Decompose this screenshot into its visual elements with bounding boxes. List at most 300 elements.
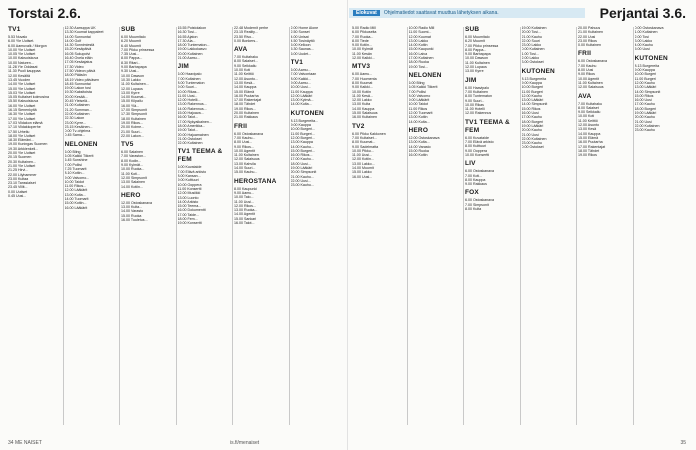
program-listing: 18.30 Elämäni... (8, 138, 34, 143)
program-listing: 10.00 Burgeri... (290, 127, 316, 132)
program-listing: 23.50 Rivo... (234, 34, 255, 39)
program-listing: 8.30 Ritari... (121, 60, 141, 65)
program-listing: 2.00 Tosi (634, 34, 649, 39)
program-listing: 11.00 Kultainen (578, 80, 603, 85)
program-listing: 16.00 Puutarha (234, 93, 259, 98)
program-listing: 6.00 Aamu... (352, 72, 373, 77)
program-listing: 23.00 Kauhu (634, 128, 655, 133)
program-listing: 19.00 Kultainen (521, 26, 547, 30)
listing-column (352, 26, 408, 426)
program-listing: 18.00 Pääsön (64, 73, 87, 78)
channel-heading: HERO (408, 126, 429, 134)
program-listing: 19.00 Kuningas Suomen (8, 142, 48, 147)
program-listing: 17.30 Ala... (177, 38, 196, 43)
program-listing: 10.00 Pikku... (352, 148, 374, 153)
program-listing: 12.00 Salaisuus (578, 85, 604, 90)
program-listing: 12.00 Lupaus (121, 86, 143, 91)
program-listing: 17.03 Viidakon elämä (8, 120, 43, 125)
program-listing: 6.00 Kuvataide (465, 135, 489, 140)
program-listing: 13.00 Kulta (352, 102, 371, 107)
program-listing: 9.00 Suuri... (465, 98, 485, 103)
program-listing: 20.45 Yleiselä... (64, 99, 91, 104)
program-listing: 16.00 Ylä... (121, 103, 140, 108)
program-listing: 12.00 Lääkäri (290, 93, 313, 98)
program-listing: 22.00 Kultainen (634, 123, 660, 128)
program-listing: 21.00 Uusi (634, 119, 652, 124)
program-listing: 13.00 Kyrre (121, 90, 140, 95)
channel-heading: KUTONEN (290, 109, 324, 117)
program-listing: 12.00 Salaisuus (234, 157, 260, 162)
program-listing: 6.00 Bling (408, 80, 425, 85)
program-listing: 12.00 Musiikki (177, 191, 201, 196)
program-listing: 13.00 Kulta... (121, 205, 143, 210)
column-divider (119, 27, 120, 425)
program-listing: 15.00 Burgeri... (290, 148, 316, 153)
program-listing: 10.00 Kaksoiskuva (8, 56, 39, 61)
program-listing: 8.00 Kauppa (465, 177, 486, 182)
listing-column (465, 26, 521, 426)
program-listing: 21.00 Kultainen (64, 103, 90, 108)
program-listing: 18.00 Uusi... (290, 161, 311, 166)
program-listing: 10.00 Ooppera (177, 182, 202, 187)
program-listing: 18.00 Fem... (177, 216, 198, 221)
program-listing: 12.00 Kauhu (634, 80, 655, 85)
column-divider (407, 27, 408, 425)
program-listing: 7.00 Elävä arkisto (177, 169, 207, 174)
program-listing: 6.00 Uudet... (290, 51, 312, 56)
program-listing: 19.00 Rikos... (121, 120, 143, 125)
channel-heading: NELONEN (64, 140, 98, 148)
program-listing: 10.00 Uusi... (290, 85, 311, 90)
program-listing: 17.00 Rakentajat (578, 144, 606, 149)
program-listing: 10.00 Yle Uutiset (8, 47, 36, 52)
program-listing: 20.30 Kultainen... (8, 159, 36, 164)
program-listing: 8.00 Uusi... (234, 140, 253, 145)
program-listing: 0.00 Ostoskanava (634, 26, 664, 30)
program-listing: 11.00 Keittiö (234, 72, 254, 77)
channel-heading: KUTONEN (521, 67, 555, 75)
program-listing: 14.00 Kulta... (408, 119, 430, 124)
program-listing: 11.00 Hotelli (465, 107, 485, 112)
channel-heading: KUTONEN (634, 54, 668, 62)
program-listing: 14.00 Kauppa (234, 85, 257, 90)
program-listing: 12.00 Lakko (352, 98, 372, 103)
program-listing: 18.00 Burgeri (634, 106, 657, 111)
program-listing: 7.00 Kultainen (177, 76, 201, 81)
program-listing: 13.00 Lääkäri (521, 98, 544, 103)
program-listing: 15.00 Kaupunki (408, 47, 434, 52)
program-listing: 23.00 Rikos (578, 38, 597, 43)
program-listing: 6.00 Aamu... (290, 68, 311, 73)
program-listing: 13.00 Kulta... (408, 140, 430, 145)
program-listing: 1.00 Kultainen (634, 30, 658, 35)
program-listing: 0.00 Uutiset (8, 189, 28, 194)
program-listing: 17.30 Video (64, 64, 84, 69)
program-listing: 2.00 Lakko (521, 56, 540, 61)
program-listing: 10.00 Agentit (234, 148, 255, 153)
program-listing: 9.30 Uusi... (121, 69, 140, 74)
program-listing: 6.00 Muumitalo (465, 35, 490, 39)
program-listing: 15.00 Kauhu... (234, 170, 258, 175)
program-listing: 20.00 Tosi... (521, 30, 541, 35)
program-listing: 8.00 Kansan... (177, 174, 201, 179)
program-listing: 6.00 Pikku Kakkonen (352, 131, 386, 136)
program-listing: 12.00 Kuumat (408, 34, 431, 39)
program-listing: 18.00 Yle Uutiset (8, 133, 36, 138)
listing-column (8, 26, 64, 426)
program-listing: 19.30 Kaksitoista (64, 90, 92, 95)
program-listing: 23.15 Kesäinen... (64, 124, 93, 129)
channel-heading: NELONEN (408, 71, 442, 79)
program-listing: 20.00 Pahuus (578, 26, 601, 30)
program-listing: 6.00 Bling (64, 149, 81, 154)
program-listing: 9.00 Kulttuuri (177, 178, 199, 183)
program-listing: 13.00 Kulta... (64, 192, 86, 197)
program-listing: 10.00 Naturen... (8, 60, 34, 65)
program-listing: 22.00 Lakon... (121, 133, 144, 138)
column-divider (463, 27, 464, 425)
program-listing: 23.00 Kauhu... (290, 183, 314, 188)
program-listing: 8.10 Kotiin... (64, 171, 85, 176)
program-listing: 11.00 Koti... (121, 171, 140, 176)
program-listing: 11.00 Kauppa (290, 89, 313, 94)
program-listing: 14.00 Tuomarit (64, 196, 89, 201)
program-listing: 12.00 Hotelli... (177, 98, 201, 103)
program-listing: 19.00 Konsertti (177, 221, 202, 226)
program-listing: 18.00 Tähdet (234, 102, 256, 107)
program-listing: 23.00 Kauhu (521, 141, 542, 146)
program-listing: 7.00 Kauhu... (234, 135, 256, 140)
channel-heading: SUB (465, 26, 480, 33)
program-listing: 8.00 Pappa... (121, 56, 143, 61)
program-listing: 13.00 Salainen (121, 180, 145, 185)
program-listing: 11.00 Burgeri... (290, 131, 315, 136)
channel-heading: TV5 (121, 141, 134, 149)
program-listing: 17.00 Taide... (177, 212, 200, 217)
program-listing: 13.30 Kuumat kappaleet (64, 30, 104, 35)
program-listing: 12.00 Lupaus (465, 65, 487, 70)
program-listing: 7.00 Kauhu (578, 63, 597, 68)
program-listing: 19.00 Talot... (177, 128, 199, 133)
program-listing: 23.00 Kultaa (8, 176, 29, 181)
program-listing: 13.00 Kahvila (234, 161, 256, 166)
program-listing: 6.20 Muumit (465, 39, 485, 44)
program-listing: 10.00 Rikas... (177, 89, 200, 94)
program-listing: 7.00 Pikku prinsessa (465, 43, 499, 48)
program-listing: 16.00 Lääkärit (64, 205, 88, 210)
program-listing: 16.00 Talot... (177, 115, 199, 120)
program-listing: 21.00 Suuri... (121, 129, 143, 134)
program-listing: 7.00 Huomenta (352, 76, 377, 81)
program-listing: 10.00 Ruoka... (121, 167, 145, 172)
program-listing: 6.00 Kuvataide (177, 165, 202, 170)
program-listing: 18.00 Tähdet (578, 148, 600, 153)
program-listing: 8.00 Pappa... (465, 47, 487, 52)
program-listing: 7.00 Elävä arkisto (465, 140, 494, 145)
program-listing: 23.45 Villit... (8, 185, 28, 190)
program-listing: 16.00 Tuuletus... (121, 217, 148, 222)
program-listing: 12.00 Asunto... (234, 76, 258, 81)
program-listing: 5.00 Uusi (634, 47, 650, 52)
program-listing: 9.00 Seikkailu (578, 110, 601, 115)
program-listing: 21.00 Ostokset (177, 136, 202, 141)
program-listing: 9.00 Seikkailu (234, 63, 257, 68)
program-listing: 16.30 Tosi... (177, 30, 197, 35)
channel-heading: FRII (578, 50, 592, 58)
program-listing: 21.00 Uusi (521, 132, 539, 137)
column-divider (633, 27, 634, 425)
program-listing: 5.53 Nuvalo (8, 35, 28, 39)
page-spine (347, 0, 348, 450)
program-listing: 10.00 Dawson (465, 56, 488, 61)
program-listing: 15.50 Kaksoiskuva (8, 99, 39, 104)
program-listing: 21.00 Rakkaus (234, 115, 258, 120)
program-listing: 11.00 Kultainen (465, 60, 490, 65)
program-listing: 7.00 Kultahaku (234, 55, 258, 60)
program-listing: 23.10 Tanssiaiset (8, 181, 36, 186)
program-listing: 11.00 Burgeri (521, 89, 543, 94)
listing-column (635, 26, 691, 426)
program-listing: 15.00 Yle Uutiset (8, 86, 36, 91)
program-listing: 5.00 Radio Mill (352, 26, 376, 30)
program-listing: 14.00 Simpsonit (634, 89, 661, 94)
program-listing: 9.00 Rakkaus (465, 182, 487, 187)
program-listing: 21.00 Aamu... (177, 56, 200, 61)
program-listing: 12.00 Ostoskanava (408, 135, 440, 140)
program-listing: 8.13 Burgereita... (290, 118, 319, 123)
program-listing: 14.00 Varasto (408, 144, 431, 149)
program-listing: 14.00 Kauhu... (290, 144, 314, 149)
channel-heading: FOX (465, 189, 479, 197)
program-listing: 13.00 Lakko (408, 38, 429, 43)
program-listing: 19.00 Rikos (578, 153, 597, 158)
program-listing: 8.13 Burgereita (521, 76, 547, 81)
program-listing: 5.00 Kelloon (290, 43, 311, 48)
program-listing: 13.45 Vuoden (8, 77, 31, 82)
program-listing: 7.00 Pikku prinsessa (121, 47, 155, 52)
program-listing: 10.05 Yle Uutiset (8, 52, 36, 57)
program-listing: 23.00 Lakko (521, 43, 542, 48)
program-listing: 9.00 Ooppera (465, 148, 487, 153)
program-listing: 10.00 Kylmät (352, 47, 373, 52)
program-listing: 20.00 Kauhu (634, 115, 655, 120)
program-listing: 17.00 Kauhu (521, 115, 542, 120)
ad-banner-tag: Elokuvat (353, 10, 380, 16)
program-listing: 17.50 Urheilu (8, 129, 30, 134)
page-title-left: Torstai 2.6. (8, 5, 81, 21)
program-listing: 13.00 Kotiin (408, 115, 428, 120)
program-listing: 15.55 Poistolakon (177, 26, 207, 30)
program-listing: 16.00 Rikos... (290, 153, 313, 158)
program-listing: 9.00 Valvomo... (64, 175, 90, 180)
program-listing: 8.00 Tiede (352, 38, 369, 43)
program-listing: 7.00 Kultaiset... (352, 135, 377, 140)
program-listing: 12.00 Ostoskanava (121, 200, 152, 205)
program-listing: 8.00 Tuntematon (465, 94, 492, 99)
footer-center: is.fi/menaiset (230, 440, 260, 446)
program-listing: 6.05 Kaikki Tiikerit (64, 154, 94, 159)
program-listing: 16.00 Dokumentti (177, 208, 206, 213)
program-listing: 14.00 Agentit (234, 212, 255, 217)
program-listing: 6.00 Ostoskanava (465, 169, 494, 174)
program-listing: 16.00 Talot... (234, 220, 255, 225)
program-listing: 22.00 Lilyhammer (8, 172, 37, 177)
program-listing: 0.00 Kultainen (521, 47, 545, 52)
program-listing: 1.00 Tosi... (521, 51, 539, 56)
program-listing: 7.00 Ruoka... (352, 34, 374, 39)
ad-banner (349, 8, 585, 18)
program-listing: 6.00 Yle Uutiset. (8, 39, 35, 44)
program-listing: 16.00 Laiva (408, 51, 428, 56)
program-listing: 22.00 Suuri (521, 38, 540, 43)
program-listing: 11.00 Uusi... (177, 93, 198, 98)
program-listing: 17.30 Simpsonit (121, 112, 147, 117)
program-listing: 8.00 Salaiset (578, 105, 599, 110)
program-listing: 20.15 Suomen (8, 155, 32, 160)
program-listing: 8.00 Salaiset... (234, 59, 258, 64)
program-listing: 7.25 Tuomarit (64, 166, 87, 171)
column-divider (520, 27, 521, 425)
program-listing: 13.00 Kauppa (290, 140, 313, 145)
program-listing: 8.13 Burgereita (634, 63, 660, 68)
program-listing: 14.00 Kotiin... (121, 184, 143, 189)
program-listing: 20.00 Kultainen (177, 51, 203, 56)
program-listing: 14.00 Kuumat... (121, 95, 147, 100)
program-listing: 8.00 Kulta (465, 207, 482, 212)
program-listing: 22.00 Kultainen (177, 141, 203, 146)
program-listing: 9.00 Kauppa (634, 68, 655, 73)
program-listing: 16.40 Ovela eläin (64, 56, 93, 61)
channel-heading: AVA (234, 46, 248, 54)
channel-heading: TV1 (290, 59, 304, 67)
program-listing: 6.00 Aamuvalk / Morgon (8, 43, 47, 48)
program-listing: 8.00 Kuumat (352, 80, 373, 85)
program-listing: 6.00 Pikkuseita (352, 30, 377, 35)
program-listing: 7.00 Valvontaan (290, 72, 317, 77)
program-listing: 11.30 Puoli kauppaa (8, 69, 41, 74)
channel-heading: HERO (121, 191, 141, 199)
program-listing: 8.00 Kaikki... (290, 76, 312, 81)
program-listing: 14.00 Kauppa (352, 106, 375, 111)
program-listing: 10.30 Lakko (121, 77, 141, 82)
program-listing: 22.30 Lakon (64, 116, 85, 121)
program-listing: 15.20 Kesäpäivä (64, 47, 92, 52)
program-listing: 4.50 Tosinäyttö (290, 38, 315, 43)
program-listing: 12.00 Kaikki... (352, 56, 375, 61)
program-listing: 6.20 Muumit (121, 39, 141, 44)
program-listing: 19.00 Lääkäri (290, 166, 313, 171)
program-listing: 3.00 Ostokset (521, 60, 544, 65)
program-listing: 8.00 Kuumat... (352, 140, 376, 145)
program-listing: 12.00 Asunto (578, 123, 599, 128)
program-listing: 14.00 Golf (64, 38, 82, 43)
program-listing: 17.00 Yle Uutiset (8, 116, 36, 121)
column-divider (63, 27, 64, 425)
program-listing: 7.00 Poliisi (64, 162, 82, 167)
program-listing: 18.00 Burgeri (521, 119, 544, 124)
program-listing: 17.00 Simpsonit (121, 108, 147, 113)
program-listing: 14.00 Yle Uutiset (8, 82, 36, 87)
channel-heading: TV2 (352, 122, 365, 130)
channel-heading: LIV (465, 160, 476, 168)
program-listing: 13.00 Lakko... (352, 161, 375, 166)
program-listing: 11.00 Kesän (352, 51, 372, 56)
program-listing: 22.00 Kultainen (521, 136, 547, 141)
program-listing: 8.00 Kulttuuri (465, 144, 487, 149)
program-listing: 0.00 Tv-ohjelma (64, 129, 91, 134)
program-listing: 9.00 Rikos... (234, 144, 254, 149)
program-listing: 11.00 Burgeri (634, 76, 656, 81)
program-listing: 7.00 Varaston... (121, 154, 147, 159)
program-listing: 10.00 Taidot (408, 102, 429, 107)
program-listing: 12.00 Simpsonit (121, 175, 147, 180)
program-listing: 9.00 Kauppa (521, 80, 542, 85)
program-listing: 11.00 Kesä... (352, 93, 373, 98)
program-listing: 15.00 Kilpailu (121, 99, 143, 104)
program-listing: 6.45 Sunshine (64, 158, 88, 163)
program-listing: 12.00 Rikos... (234, 203, 256, 208)
program-listing: 21.00 Yle Uutiset (8, 163, 36, 168)
listing-column (522, 26, 578, 426)
program-listing: 16.00 Uusi... (352, 174, 373, 179)
program-listing: 22.48 Modernit perhe (234, 26, 269, 30)
program-listing: 17.00 Nykyaikainen... (177, 119, 212, 124)
program-listing: 14.00 Suuri... (234, 166, 256, 171)
program-listing: 13.00 Lääkäri (634, 85, 657, 90)
program-listing: 10.00 Koti (234, 68, 251, 73)
program-listing: 16.00 Uusi (634, 98, 652, 103)
program-listing: 11.00 Konsertti (177, 186, 202, 191)
program-listing: 14.00 Varasto (121, 209, 144, 214)
program-listing: 9.00 Aamu... (290, 80, 311, 85)
program-listing: 19.00 Lääkäri (521, 123, 544, 128)
program-listing: 2.50 Sunset (290, 30, 310, 35)
program-listing: 9.00 Barbapapa (465, 52, 491, 57)
program-listing: 11.00 Uusi... (234, 199, 254, 204)
program-listing: 15.00 Rikos (634, 93, 654, 98)
program-listing: 6.40 Muumit (121, 43, 141, 48)
program-listing: 11.00 Rikos... (64, 184, 87, 189)
program-listing: 20.00 Simpsonit (290, 170, 317, 175)
program-listing: 10.00 Kotiin (352, 89, 371, 94)
program-listing: 12.00 Rakennus (465, 111, 492, 116)
program-listing: 11.00 Rikos (408, 106, 428, 111)
program-listing: 21.00 Kultainen (578, 30, 603, 35)
footer-right: 35 (680, 440, 686, 446)
program-listing: 17.00 Kauhu... (290, 157, 314, 162)
program-listing: 16.15 Sienenkyltä (8, 108, 37, 113)
channel-heading: TV1 (8, 26, 21, 33)
program-listing: 15.00 Ruoka (121, 213, 142, 218)
program-listing: 9.00 Lääkärit (408, 98, 430, 103)
program-listing: 7.00 Kultainen (465, 89, 488, 94)
program-listing: 7.00 Kultahaku (578, 101, 602, 106)
program-listing: 12.00 Tuomarit (408, 111, 433, 116)
footer-left: 34 ME NAISET (8, 440, 42, 446)
program-listing: 13.00 Rakennus... (177, 102, 207, 107)
program-listing: 19.00 Lakon tosi (64, 86, 91, 91)
program-listing: 22.00 Uusi (578, 34, 596, 39)
listing-column (409, 26, 465, 426)
program-listing: 10.00 Koti (578, 114, 595, 119)
program-listing: 15.00 Kotiin... (64, 201, 87, 206)
channel-heading: MTV3 (352, 63, 371, 71)
program-listing: 9.00 Kaikki... (352, 85, 373, 90)
column-divider (232, 27, 233, 425)
program-listing: 15.03 Yle Uutiset (8, 90, 36, 95)
program-listing: 23.00 Kyrre... (64, 120, 87, 125)
program-listing: 11.00 Kultainen (234, 153, 259, 158)
